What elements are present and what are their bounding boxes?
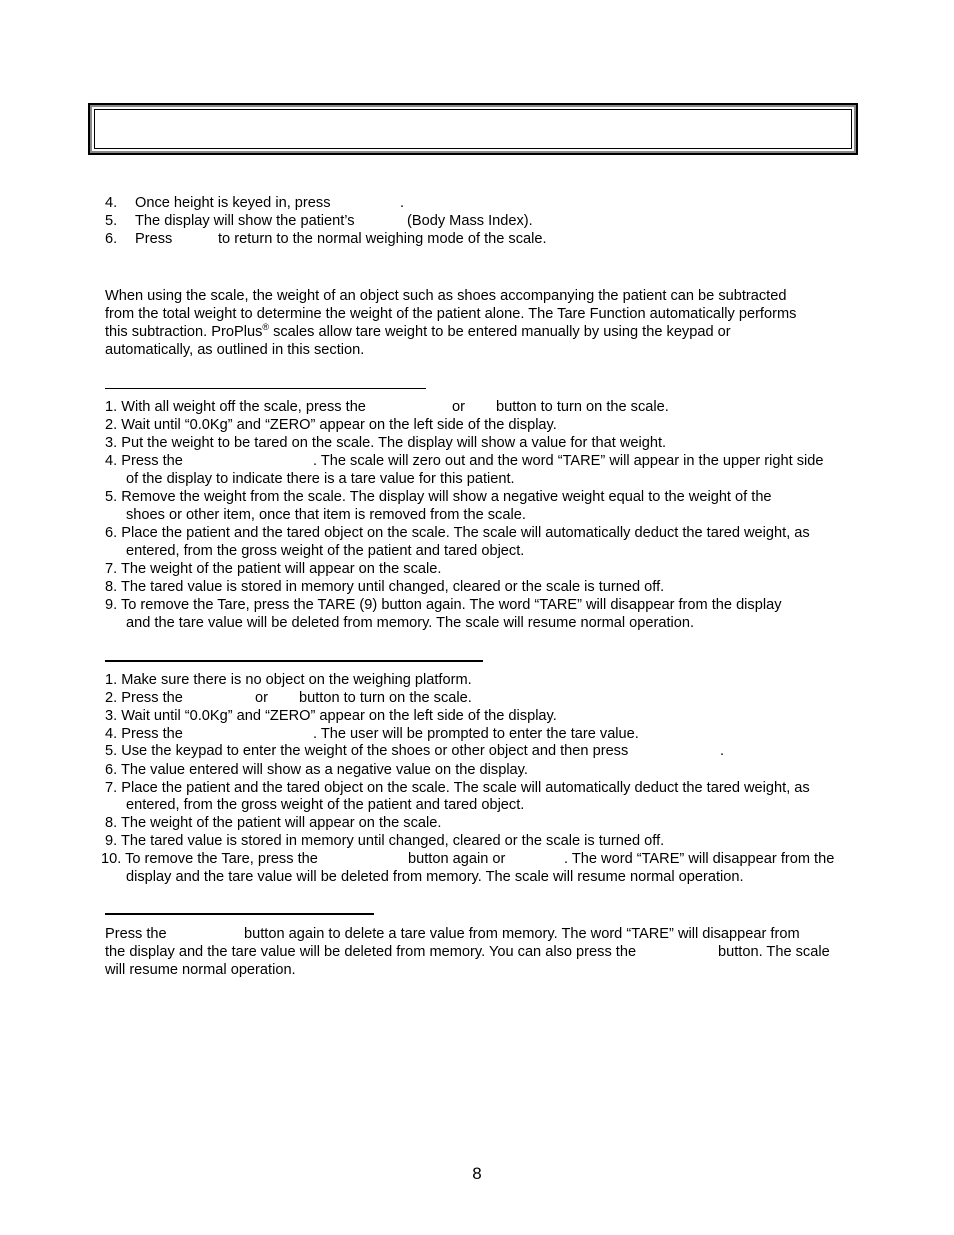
list-item-text: to return to the normal weighing mode of the scale. xyxy=(218,231,547,247)
list-item-continuation: entered, from the gross weight of the patient and tared object. xyxy=(126,797,525,813)
list-item: . The word “TARE” will disappear from the xyxy=(564,851,835,867)
list-item: 2. Wait until “0.0Kg” and “ZERO” appear on the left side of the display. xyxy=(105,417,557,433)
list-item: . The user will be prompted to enter the tare value. xyxy=(313,726,639,742)
list-item: 8. The weight of the patient will appear on the scale. xyxy=(105,815,442,831)
list-item: 6. The value entered will show as a negative value on the display. xyxy=(105,762,528,778)
list-item-continuation: of the display to indicate there is a tare value for this patient. xyxy=(126,471,515,487)
list-item: 1. With all weight off the scale, press the xyxy=(105,399,366,415)
registered-mark: ® xyxy=(262,322,270,332)
paragraph-line: button again to delete a tare value from memory. The word “TARE” will disappear from xyxy=(244,926,800,942)
list-item: 5. Use the keypad to enter the weight of the shoes or other object and then press xyxy=(105,743,629,759)
list-item: button to turn on the scale. xyxy=(496,399,669,415)
list-item: . The scale will zero out and the word “TARE” will appear in the upper right side xyxy=(313,453,824,469)
paragraph-line: button. The scale xyxy=(718,944,830,960)
manual-tare-heading-rule xyxy=(105,660,483,662)
paragraph-line: When using the scale, the weight of an object such as shoes accompanying the patient can be subtracted xyxy=(105,288,787,304)
list-item: 8. The tared value is stored in memory until changed, cleared or the scale is turned off. xyxy=(105,579,665,595)
list-item-text: Press xyxy=(135,231,173,247)
paragraph-line: automatically, as outlined in this section. xyxy=(105,342,365,358)
list-item: 1. Make sure there is no object on the weighing platform. xyxy=(105,672,472,688)
clear-tare-heading-rule xyxy=(105,913,374,915)
paragraph-line xyxy=(105,323,731,341)
list-item-continuation: entered, from the gross weight of the patient and tared object. xyxy=(126,543,525,559)
paragraph-text: scales allow tare weight to be entered manually by using the keypad or xyxy=(269,324,731,340)
list-item-continuation: shoes or other item, once that item is removed from the scale. xyxy=(126,507,526,523)
section-header-box xyxy=(88,103,858,155)
list-item: or xyxy=(255,690,268,706)
list-item-number: 6. xyxy=(105,231,118,247)
list-item: 10. To remove the Tare, press the xyxy=(101,851,318,867)
list-item: 6. Place the patient and the tared object on the scale. The scale will automatically deduct the tared weight, as xyxy=(105,525,810,541)
page-number: 8 xyxy=(472,1164,482,1183)
list-item-text: . xyxy=(400,195,405,211)
list-item-text: The display will show the patient’s xyxy=(135,213,355,229)
list-item: 2. Press the xyxy=(105,690,183,706)
list-item: 3. Wait until “0.0Kg” and “ZERO” appear on the left side of the display. xyxy=(105,708,557,724)
list-item: button again or xyxy=(408,851,506,867)
list-item: 9. To remove the Tare, press the TARE (9) button again. The word “TARE” will disappear from the display xyxy=(105,597,782,613)
list-item-continuation: and the tare value will be deleted from memory. The scale will resume normal operation. xyxy=(126,615,695,631)
auto-tare-heading-rule xyxy=(105,388,426,389)
list-item: 4. Press the xyxy=(105,453,183,469)
list-item: 5. Remove the weight from the scale. The display will show a negative weight equal to the weight of the xyxy=(105,489,772,505)
paragraph-line: from the total weight to determine the weight of the patient alone. The Tare Function automatically performs xyxy=(105,306,797,322)
list-item: 9. The tared value is stored in memory until changed, cleared or the scale is turned off. xyxy=(105,833,665,849)
list-item-text: (Body Mass Index). xyxy=(407,213,533,229)
list-item: 7. Place the patient and the tared object on the scale. The scale will automatically deduct the tared weight, as xyxy=(105,780,810,796)
paragraph-line: the display and the tare value will be deleted from memory. You can also press the xyxy=(105,944,637,960)
paragraph-line: will resume normal operation. xyxy=(105,962,296,978)
paragraph-line: Press the xyxy=(105,926,167,942)
list-item-number: 5. xyxy=(105,213,118,229)
list-item-text: Once height is keyed in, press xyxy=(135,195,331,211)
list-item: button to turn on the scale. xyxy=(299,690,472,706)
list-item: 4. Press the xyxy=(105,726,183,742)
list-item-number: 4. xyxy=(105,195,118,211)
list-item: . xyxy=(720,743,725,759)
list-item-continuation: display and the tare value will be deleted from memory. The scale will resume normal operation. xyxy=(126,869,744,885)
paragraph-text: this subtraction. ProPlus xyxy=(105,324,263,340)
list-item: 7. The weight of the patient will appear on the scale. xyxy=(105,561,442,577)
list-item: 3. Put the weight to be tared on the scale. The display will show a value for that weight. xyxy=(105,435,667,451)
list-item: or xyxy=(452,399,465,415)
